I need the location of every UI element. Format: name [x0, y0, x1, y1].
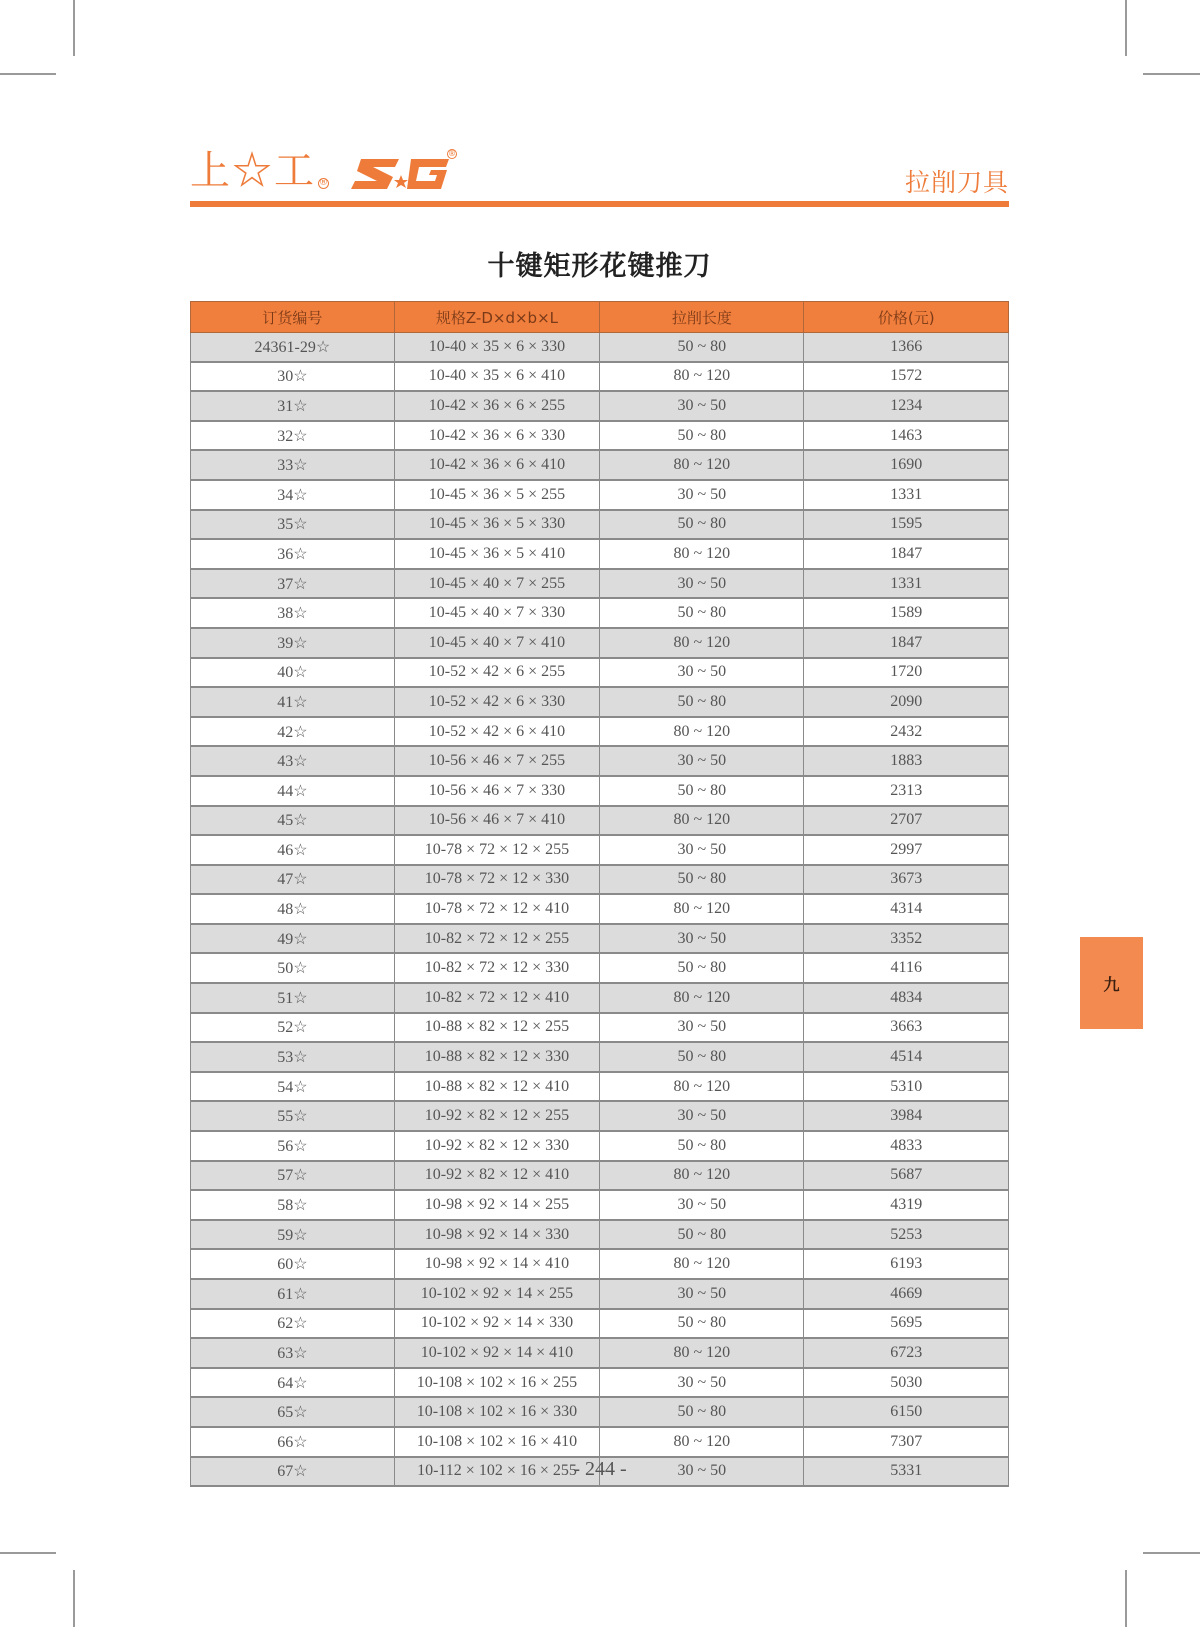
cell-order-code: 56☆ — [191, 1131, 395, 1161]
cell-broach-length: 50 ~ 80 — [600, 776, 804, 806]
cell-order-code: 67☆ — [191, 1457, 395, 1487]
cell-price: 1572 — [804, 362, 1009, 392]
cell-broach-length: 80 ~ 120 — [600, 1072, 804, 1102]
table-row — [191, 1190, 1009, 1220]
section-title: 拉削刀具 — [904, 168, 1009, 197]
cell-price: 1847 — [804, 628, 1009, 658]
page-title: 十键矩形花键推刀 — [487, 251, 712, 282]
cell-broach-length: 50 ~ 80 — [600, 1397, 804, 1427]
cell-broach-length: 50 ~ 80 — [600, 953, 804, 983]
cell-price: 6193 — [804, 1249, 1009, 1279]
cell-order-code: 46☆ — [191, 835, 395, 865]
cell-broach-length: 80 ~ 120 — [600, 717, 804, 747]
cell-order-code: 42☆ — [191, 717, 395, 747]
table-header-row — [191, 302, 1009, 333]
table-row — [191, 1427, 1009, 1457]
cell-spec: 10-45 × 36 × 5 × 410 — [394, 539, 599, 569]
cell-spec: 10-102 × 92 × 14 × 410 — [394, 1338, 599, 1368]
cell-spec: 10-56 × 46 × 7 × 330 — [394, 776, 599, 806]
table-row — [191, 539, 1009, 569]
table-row — [191, 480, 1009, 510]
cell-order-code: 52☆ — [191, 1013, 395, 1043]
cell-order-code: 64☆ — [191, 1368, 395, 1398]
table-row — [191, 1013, 1009, 1043]
cell-spec: 10-92 × 82 × 12 × 330 — [394, 1131, 599, 1161]
cell-price: 1690 — [804, 450, 1009, 480]
brand-logo — [190, 148, 456, 194]
cell-price: 1589 — [804, 598, 1009, 628]
cell-broach-length: 50 ~ 80 — [600, 1309, 804, 1339]
cell-price: 4514 — [804, 1042, 1009, 1072]
cell-spec: 10-56 × 46 × 7 × 255 — [394, 746, 599, 776]
page-number: - 244 - — [573, 1458, 627, 1480]
cell-broach-length: 50 ~ 80 — [600, 510, 804, 540]
table-row — [191, 806, 1009, 836]
cell-spec: 10-102 × 92 × 14 × 330 — [394, 1309, 599, 1339]
cell-spec: 10-98 × 92 × 14 × 410 — [394, 1249, 599, 1279]
cell-order-code: 47☆ — [191, 865, 395, 895]
cell-spec: 10-92 × 82 × 12 × 410 — [394, 1161, 599, 1191]
cell-price: 2432 — [804, 717, 1009, 747]
column-header-broach-length: 拉削长度 — [600, 302, 804, 333]
logo-chinese-text: 上☆工 — [190, 148, 316, 194]
registered-mark-icon: ® — [319, 178, 328, 188]
table-row — [191, 658, 1009, 688]
table-row — [191, 1338, 1009, 1368]
chapter-tab — [1080, 937, 1143, 1029]
cell-broach-length: 30 ~ 50 — [600, 1457, 804, 1487]
crop-mark-bottom-left-horizontal — [0, 1552, 56, 1554]
cell-broach-length: 80 ~ 120 — [600, 894, 804, 924]
cell-price: 1883 — [804, 746, 1009, 776]
table-row — [191, 687, 1009, 717]
cell-broach-length: 30 ~ 50 — [600, 1190, 804, 1220]
cell-price: 1366 — [804, 333, 1009, 362]
cell-order-code: 65☆ — [191, 1397, 395, 1427]
cell-broach-length: 80 ~ 120 — [600, 450, 804, 480]
cell-price: 2997 — [804, 835, 1009, 865]
cell-price: 5695 — [804, 1309, 1009, 1339]
cell-spec: 10-45 × 36 × 5 × 255 — [394, 480, 599, 510]
cell-broach-length: 80 ~ 120 — [600, 806, 804, 836]
cell-order-code: 60☆ — [191, 1249, 395, 1279]
cell-spec: 10-52 × 42 × 6 × 330 — [394, 687, 599, 717]
cell-spec: 10-82 × 72 × 12 × 255 — [394, 924, 599, 954]
cell-spec: 10-40 × 35 × 6 × 410 — [394, 362, 599, 392]
cell-spec: 10-92 × 82 × 12 × 255 — [394, 1101, 599, 1131]
cell-order-code: 38☆ — [191, 598, 395, 628]
crop-mark-top-left-horizontal — [0, 73, 56, 75]
table-row — [191, 569, 1009, 599]
cell-price: 2090 — [804, 687, 1009, 717]
cell-price: 7307 — [804, 1427, 1009, 1457]
table-row — [191, 1220, 1009, 1250]
cell-broach-length: 30 ~ 50 — [600, 746, 804, 776]
table-row — [191, 717, 1009, 747]
cell-order-code: 54☆ — [191, 1072, 395, 1102]
cell-broach-length: 30 ~ 50 — [600, 924, 804, 954]
table-row — [191, 746, 1009, 776]
cell-spec: 10-45 × 40 × 7 × 330 — [394, 598, 599, 628]
cell-broach-length: 50 ~ 80 — [600, 421, 804, 451]
crop-mark-bottom-left-vertical — [73, 1570, 75, 1627]
cell-broach-length: 50 ~ 80 — [600, 687, 804, 717]
cell-order-code: 57☆ — [191, 1161, 395, 1191]
crop-mark-top-right-horizontal — [1143, 73, 1200, 75]
table-row — [191, 333, 1009, 362]
cell-price: 4834 — [804, 983, 1009, 1013]
cell-broach-length: 80 ~ 120 — [600, 628, 804, 658]
cell-price: 5253 — [804, 1220, 1009, 1250]
cell-price: 4669 — [804, 1279, 1009, 1309]
cell-price: 1331 — [804, 480, 1009, 510]
cell-price: 4314 — [804, 894, 1009, 924]
cell-price: 4319 — [804, 1190, 1009, 1220]
column-header-order-code: 订货编号 — [191, 302, 395, 333]
cell-broach-length: 30 ~ 50 — [600, 480, 804, 510]
cell-order-code: 50☆ — [191, 953, 395, 983]
cell-price: 6150 — [804, 1397, 1009, 1427]
cell-order-code: 33☆ — [191, 450, 395, 480]
cell-broach-length: 80 ~ 120 — [600, 983, 804, 1013]
cell-price: 1331 — [804, 569, 1009, 599]
cell-spec: 10-108 × 102 × 16 × 255 — [394, 1368, 599, 1398]
cell-spec: 10-88 × 82 × 12 × 410 — [394, 1072, 599, 1102]
cell-order-code: 24361-29☆ — [191, 333, 395, 362]
cell-spec: 10-42 × 36 × 6 × 410 — [394, 450, 599, 480]
table-body — [191, 333, 1009, 1487]
table-row — [191, 1161, 1009, 1191]
cell-broach-length: 50 ~ 80 — [600, 333, 804, 362]
cell-order-code: 37☆ — [191, 569, 395, 599]
cell-order-code: 41☆ — [191, 687, 395, 717]
cell-price: 5030 — [804, 1368, 1009, 1398]
cell-broach-length: 50 ~ 80 — [600, 1220, 804, 1250]
header-divider — [190, 201, 1009, 207]
cell-spec: 10-82 × 72 × 12 × 410 — [394, 983, 599, 1013]
cell-price: 2707 — [804, 806, 1009, 836]
cell-broach-length: 50 ~ 80 — [600, 1131, 804, 1161]
table-row — [191, 924, 1009, 954]
table-row — [191, 983, 1009, 1013]
cell-spec: 10-112 × 102 × 16 × 255 — [394, 1457, 599, 1487]
cell-price: 3663 — [804, 1013, 1009, 1043]
cell-broach-length: 80 ~ 120 — [600, 1249, 804, 1279]
cell-order-code: 61☆ — [191, 1279, 395, 1309]
cell-broach-length: 30 ~ 50 — [600, 658, 804, 688]
cell-price: 2313 — [804, 776, 1009, 806]
cell-price: 5310 — [804, 1072, 1009, 1102]
cell-price: 5331 — [804, 1457, 1009, 1487]
cell-spec: 10-42 × 36 × 6 × 330 — [394, 421, 599, 451]
table-row — [191, 1309, 1009, 1339]
cell-price: 6723 — [804, 1338, 1009, 1368]
table-row — [191, 1279, 1009, 1309]
cell-order-code: 32☆ — [191, 421, 395, 451]
cell-broach-length: 50 ~ 80 — [600, 1042, 804, 1072]
cell-spec: 10-98 × 92 × 14 × 330 — [394, 1220, 599, 1250]
cell-order-code: 62☆ — [191, 1309, 395, 1339]
crop-mark-bottom-right-vertical — [1125, 1570, 1127, 1627]
cell-broach-length: 30 ~ 50 — [600, 1101, 804, 1131]
table-row — [191, 1397, 1009, 1427]
cell-price: 1595 — [804, 510, 1009, 540]
table-row — [191, 1101, 1009, 1131]
cell-price: 4116 — [804, 953, 1009, 983]
cell-order-code: 59☆ — [191, 1220, 395, 1250]
cell-broach-length: 30 ~ 50 — [600, 391, 804, 421]
table-row — [191, 1131, 1009, 1161]
cell-spec: 10-102 × 92 × 14 × 255 — [394, 1279, 599, 1309]
cell-order-code: 49☆ — [191, 924, 395, 954]
cell-spec: 10-42 × 36 × 6 × 255 — [394, 391, 599, 421]
cell-order-code: 31☆ — [191, 391, 395, 421]
cell-spec: 10-88 × 82 × 12 × 255 — [394, 1013, 599, 1043]
cell-spec: 10-78 × 72 × 12 × 410 — [394, 894, 599, 924]
table-row — [191, 1368, 1009, 1398]
cell-broach-length: 50 ~ 80 — [600, 598, 804, 628]
table-row — [191, 865, 1009, 895]
cell-order-code: 66☆ — [191, 1427, 395, 1457]
cell-spec: 10-40 × 35 × 6 × 330 — [394, 333, 599, 362]
cell-order-code: 58☆ — [191, 1190, 395, 1220]
cell-spec: 10-78 × 72 × 12 × 255 — [394, 835, 599, 865]
cell-order-code: 35☆ — [191, 510, 395, 540]
cell-broach-length: 30 ~ 50 — [600, 1279, 804, 1309]
cell-order-code: 63☆ — [191, 1338, 395, 1368]
cell-broach-length: 80 ~ 120 — [600, 362, 804, 392]
registered-mark-icon: ® — [448, 149, 456, 158]
cell-price: 4833 — [804, 1131, 1009, 1161]
cell-order-code: 48☆ — [191, 894, 395, 924]
table-row — [191, 894, 1009, 924]
cell-price: 1720 — [804, 658, 1009, 688]
cell-order-code: 34☆ — [191, 480, 395, 510]
table-row — [191, 1249, 1009, 1279]
table-row — [191, 362, 1009, 392]
cell-order-code: 40☆ — [191, 658, 395, 688]
cell-price: 3352 — [804, 924, 1009, 954]
table-row — [191, 1072, 1009, 1102]
table-row — [191, 510, 1009, 540]
cell-broach-length: 50 ~ 80 — [600, 865, 804, 895]
crop-mark-top-left-vertical — [73, 0, 75, 56]
crop-mark-top-right-vertical — [1125, 0, 1127, 56]
cell-price: 1234 — [804, 391, 1009, 421]
cell-price: 1847 — [804, 539, 1009, 569]
cell-spec: 10-108 × 102 × 16 × 410 — [394, 1427, 599, 1457]
cell-broach-length: 30 ~ 50 — [600, 1368, 804, 1398]
chapter-tab-label: 九 — [1103, 974, 1120, 994]
cell-broach-length: 80 ~ 120 — [600, 1427, 804, 1457]
cell-spec: 10-56 × 46 × 7 × 410 — [394, 806, 599, 836]
cell-order-code: 30☆ — [191, 362, 395, 392]
product-spec-table — [190, 301, 1009, 1487]
cell-order-code: 36☆ — [191, 539, 395, 569]
cell-spec: 10-52 × 42 × 6 × 410 — [394, 717, 599, 747]
table-row — [191, 835, 1009, 865]
cell-order-code: 53☆ — [191, 1042, 395, 1072]
sg-logo-icon — [351, 149, 456, 193]
cell-spec: 10-78 × 72 × 12 × 330 — [394, 865, 599, 895]
table-row — [191, 953, 1009, 983]
cell-order-code: 45☆ — [191, 806, 395, 836]
cell-broach-length: 30 ~ 50 — [600, 1013, 804, 1043]
cell-spec: 10-45 × 40 × 7 × 410 — [394, 628, 599, 658]
cell-price: 1463 — [804, 421, 1009, 451]
cell-broach-length: 80 ~ 120 — [600, 1338, 804, 1368]
cell-spec: 10-52 × 42 × 6 × 255 — [394, 658, 599, 688]
column-header-spec: 规格Z-D×d×b×L — [394, 302, 599, 333]
table-row — [191, 1042, 1009, 1072]
page-header — [190, 145, 1009, 205]
cell-broach-length: 80 ~ 120 — [600, 539, 804, 569]
cell-order-code: 44☆ — [191, 776, 395, 806]
cell-broach-length: 30 ~ 50 — [600, 569, 804, 599]
cell-broach-length: 30 ~ 50 — [600, 835, 804, 865]
cell-spec: 10-82 × 72 × 12 × 330 — [394, 953, 599, 983]
cell-price: 3673 — [804, 865, 1009, 895]
table-row — [191, 598, 1009, 628]
cell-spec: 10-98 × 92 × 14 × 255 — [394, 1190, 599, 1220]
crop-mark-bottom-right-horizontal — [1143, 1552, 1200, 1554]
table-row — [191, 421, 1009, 451]
cell-order-code: 39☆ — [191, 628, 395, 658]
cell-order-code: 51☆ — [191, 983, 395, 1013]
table-row — [191, 391, 1009, 421]
cell-price: 3984 — [804, 1101, 1009, 1131]
cell-spec: 10-108 × 102 × 16 × 330 — [394, 1397, 599, 1427]
cell-order-code: 43☆ — [191, 746, 395, 776]
cell-spec: 10-88 × 82 × 12 × 330 — [394, 1042, 599, 1072]
cell-price: 5687 — [804, 1161, 1009, 1191]
cell-spec: 10-45 × 36 × 5 × 330 — [394, 510, 599, 540]
table-row — [191, 776, 1009, 806]
cell-spec: 10-45 × 40 × 7 × 255 — [394, 569, 599, 599]
table-row — [191, 450, 1009, 480]
table-row — [191, 628, 1009, 658]
column-header-price: 价格(元) — [804, 302, 1009, 333]
cell-broach-length: 80 ~ 120 — [600, 1161, 804, 1191]
cell-order-code: 55☆ — [191, 1101, 395, 1131]
